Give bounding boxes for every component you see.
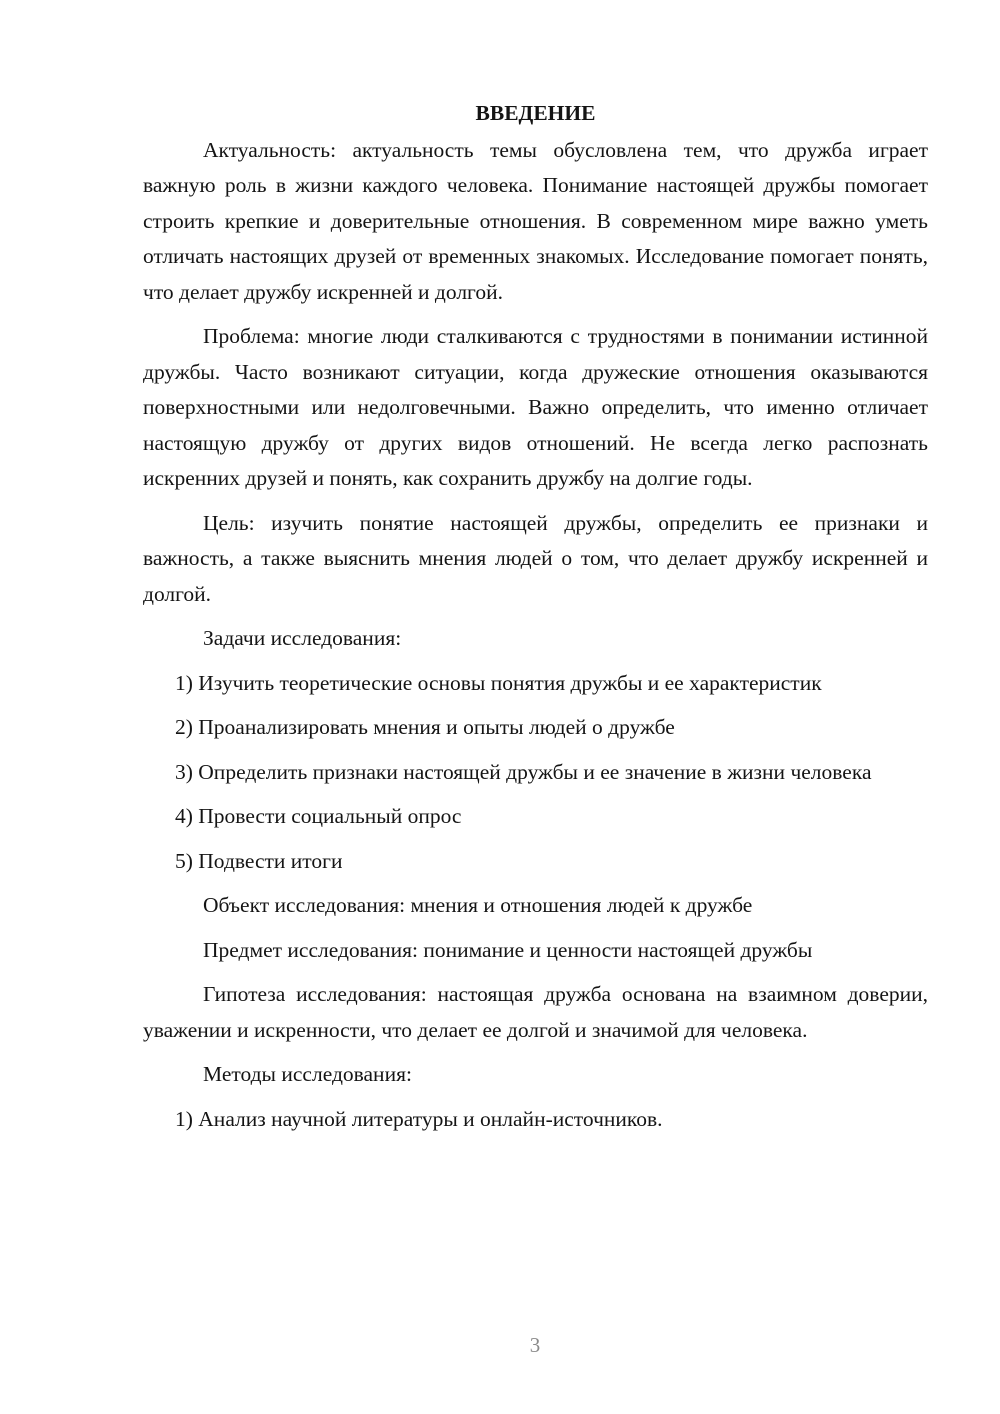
tasks-title: Задачи исследования: xyxy=(203,626,402,650)
task-item: 5) Подвести итоги xyxy=(175,848,343,873)
subject-paragraph: Предмет исследования: понимание и ценности настоящей дружбы xyxy=(203,937,813,962)
task-item: 3) Определить признаки настоящей дружбы и ее значение в жизни человека xyxy=(175,759,872,784)
page-number: 3 xyxy=(529,1333,541,1357)
task-item: 2) Проанализировать мнения и опыты людей о дружбе xyxy=(175,715,675,739)
method-item: 1) Анализ научной литературы и онлайн-источников. xyxy=(175,1106,663,1131)
relevance-paragraph: Актуальность: актуальность темы обусловлена тем, что дружба играет важную роль в жизни каждого человека. Понимание настоящей дружбы помогает строить крепкие и доверительные отношения. В современном мире важно уметь отличать настоящих друзей от временных знакомых. Исследование помогает понять, что делает дружбу искренней и долгой. xyxy=(143,137,928,304)
page-content xyxy=(143,96,928,1146)
goal-paragraph: Цель: изучить понятие настоящей дружбы, определить ее признаки и важность, а также выяснить мнения людей о том, что делает дружбу искренней и долгой. xyxy=(143,510,928,606)
task-item: 4) Провести социальный опрос xyxy=(175,804,462,828)
task-item: 1) Изучить теоретические основы понятия дружбы и ее характеристик xyxy=(175,670,822,695)
methods-title: Методы исследования: xyxy=(203,1062,412,1086)
section-heading: ВВЕДЕНИЕ xyxy=(475,101,596,125)
problem-paragraph: Проблема: многие люди сталкиваются с трудностями в понимании истинной дружбы. Часто возникают ситуации, когда дружеские отношения оказываются поверхностными или недолговечными. Важно определить, что именно отличает настоящую дружбу от других видов отношений. Не всегда легко распознать искренних друзей и понять, как сохранить дружбу на долгие годы. xyxy=(143,324,928,490)
hypothesis-paragraph: Гипотеза исследования: настоящая дружба основана на взаимном доверии, уважении и искренности, что делает ее долгой и значимой для человека. xyxy=(143,982,928,1042)
object-paragraph: Объект исследования: мнения и отношения людей к дружбе xyxy=(203,893,753,917)
